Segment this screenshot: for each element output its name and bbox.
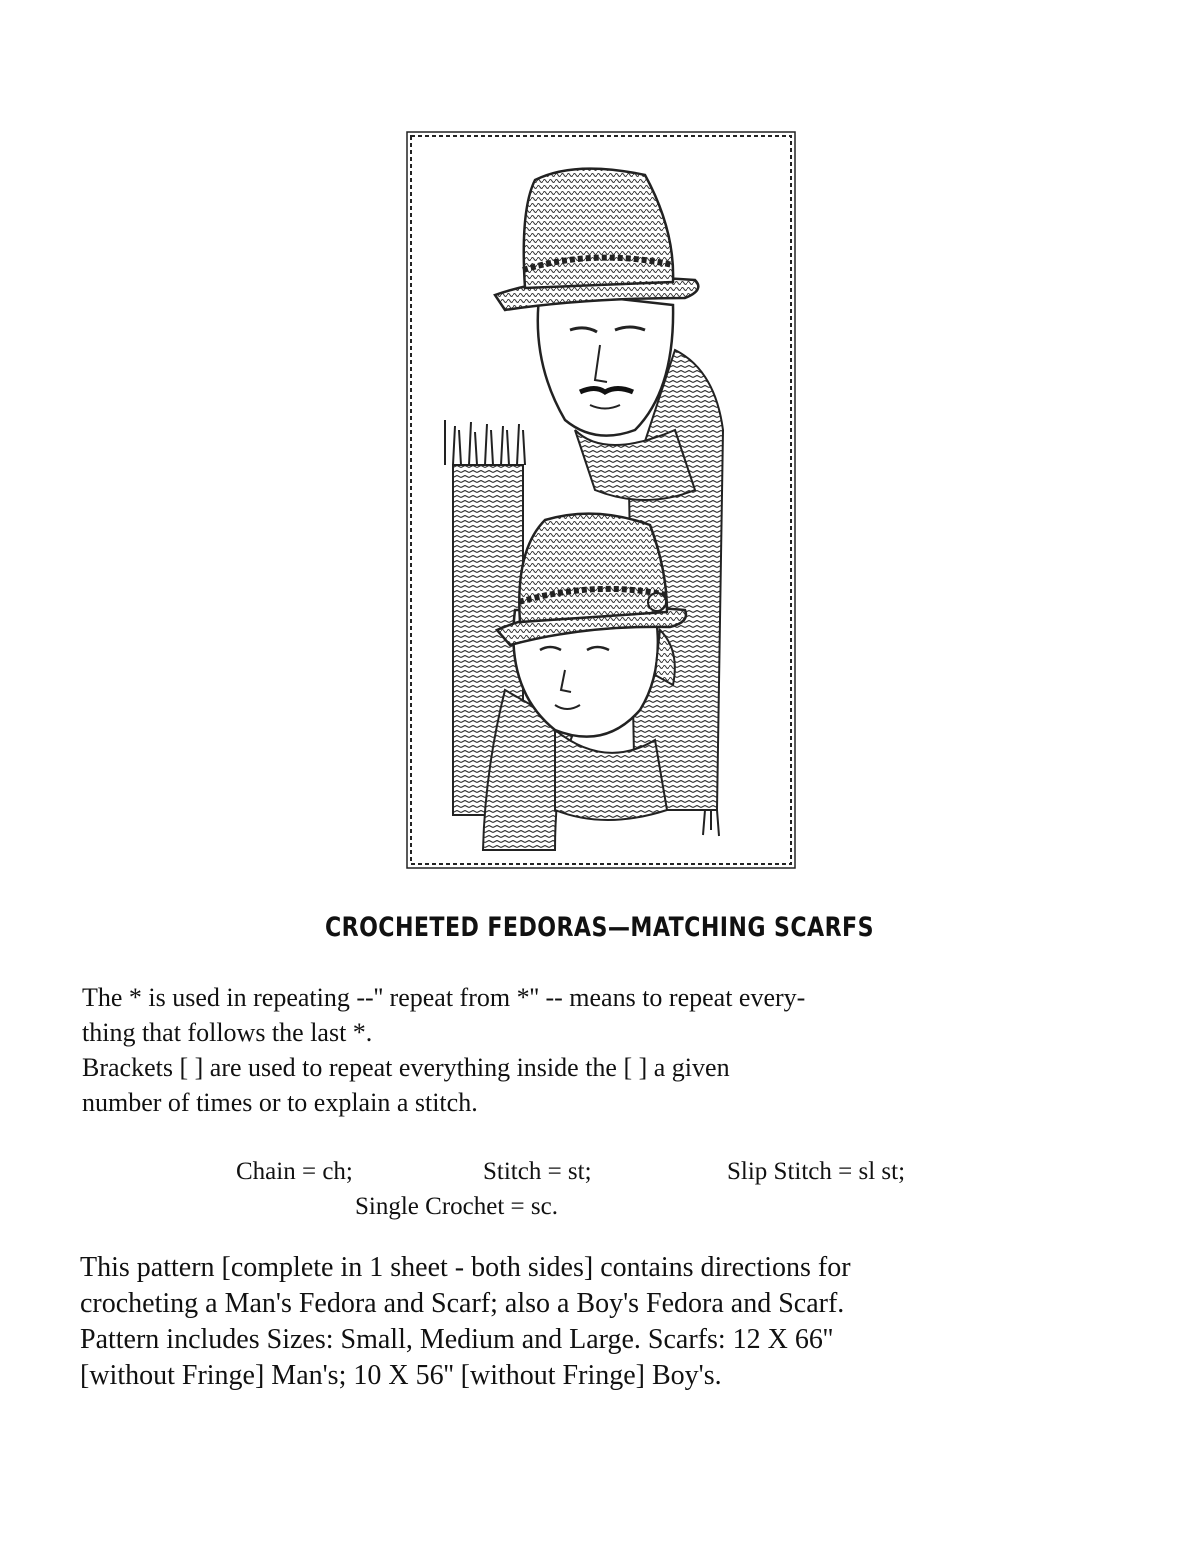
abbrev-single-crochet: Single Crochet = sc. — [355, 1193, 558, 1220]
intro-line: number of times or to explain a stitch. — [82, 1088, 478, 1117]
abbrev-chain: Chain = ch; — [236, 1158, 353, 1185]
description-line: crocheting a Man's Fedora and Scarf; also a Boy's Fedora and Scarf. — [80, 1288, 845, 1319]
man-and-boy-fedora-icon — [405, 130, 797, 870]
page-title: CROCHETED FEDORAS—MATCHING SCARFS — [324, 912, 874, 943]
abbrev-stitch: Stitch = st; — [483, 1158, 592, 1185]
fedora-illustration — [405, 130, 797, 870]
pattern-description — [80, 1250, 1160, 1394]
abbrev-slip-stitch: Slip Stitch = sl st; — [727, 1158, 906, 1185]
description-line: This pattern [complete in 1 sheet - both sides] contains directions for — [80, 1252, 851, 1283]
description-line: Pattern includes Sizes: Small, Medium and Large. Scarfs: 12 X 66'' — [80, 1324, 833, 1355]
intro-line: thing that follows the last *. — [82, 1018, 373, 1047]
intro-line: Brackets [ ] are used to repeat everything inside the [ ] a given — [82, 1053, 730, 1082]
intro-line: The * is used in repeating --'' repeat from *'' -- means to repeat every- — [82, 983, 806, 1012]
description-line: [without Fringe] Man's; 10 X 56'' [without Fringe] Boy's. — [80, 1360, 722, 1391]
intro-paragraph — [82, 980, 1122, 1120]
